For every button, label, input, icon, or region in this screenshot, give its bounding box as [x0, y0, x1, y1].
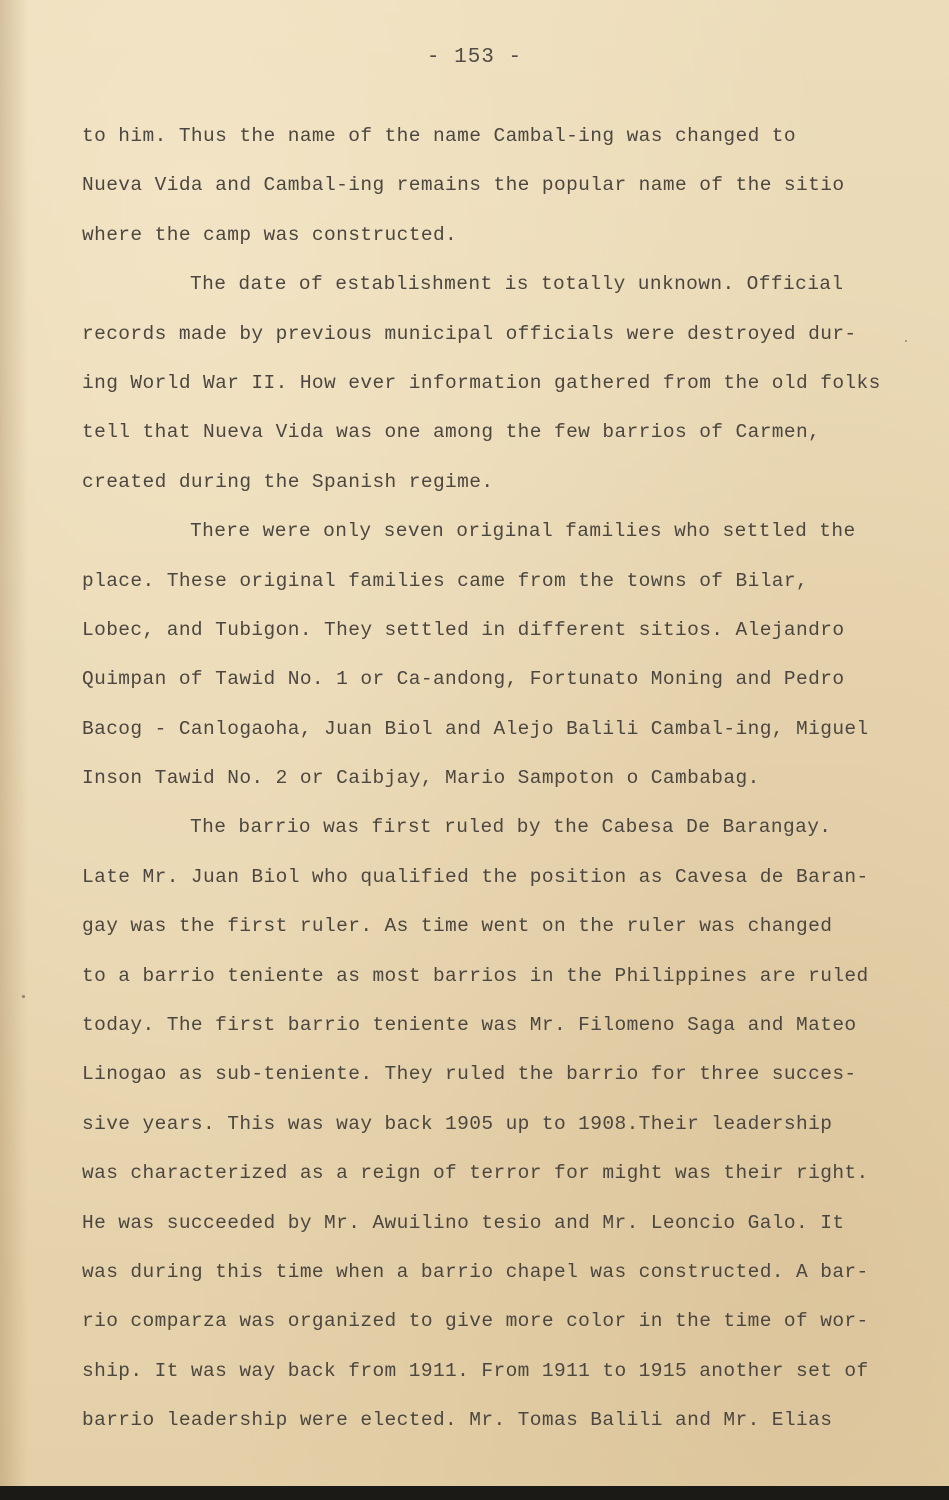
- paragraph-1: [82, 112, 912, 260]
- text-line: The date of establishment is totally unknown. Official: [190, 273, 844, 296]
- paragraph-3: [82, 507, 912, 803]
- text-line: where the camp was constructed.: [82, 223, 458, 246]
- text-line: to him. Thus the name of the name Cambal-ing was changed to: [82, 125, 797, 147]
- text-line: to a barrio teniente as most barrios in the Philippines are ruled: [82, 964, 869, 987]
- text-line: The barrio was first ruled by the Cabesa De Barangay.: [190, 816, 832, 839]
- text-line: rio comparza was organized to give more color in the time of wor-: [82, 1310, 869, 1333]
- text-line: barrio leadership were elected. Mr. Tomas Balili and Mr. Elias: [82, 1409, 833, 1432]
- text-line: created during the Spanish regime.: [82, 470, 494, 493]
- text-line: records made by previous municipal officials were destroyed dur-: [82, 322, 857, 345]
- text-line: tell that Nueva Vida was one among the few barrios of Carmen,: [82, 421, 821, 444]
- text-line: Lobec, and Tubigon. They settled in different sitios. Alejandro: [82, 618, 845, 641]
- text-line: Linogao as sub-teniente. They ruled the barrio for three succes-: [82, 1063, 857, 1086]
- text-line: He was succeeded by Mr. Awuilino tesio and Mr. Leoncio Galo. It: [82, 1211, 845, 1234]
- text-line: ship. It was way back from 1911. From 1911 to 1915 another set of: [82, 1359, 869, 1382]
- text-line: Bacog - Canlogaoha, Juan Biol and Alejo Balili Cambal-ing, Miguel: [82, 717, 869, 740]
- page-number: - 153 -: [426, 46, 523, 69]
- text-line: was during this time when a barrio chapel was constructed. A bar-: [82, 1260, 869, 1283]
- text-line: gay was the first ruler. As time went on the ruler was changed: [82, 915, 833, 938]
- paper-speck: [22, 995, 25, 998]
- text-line: ing World War II. How ever information gathered from the old folks: [82, 371, 881, 394]
- text-line: Inson Tawid No. 2 or Caibjay, Mario Sampoton o Cambabag.: [82, 767, 760, 790]
- text-line: Nueva Vida and Cambal-ing remains the popular name of the sitio: [82, 174, 845, 197]
- text-line: sive years. This was way back 1905 up to 1908.Their leadership: [82, 1112, 833, 1135]
- paper-speck: [905, 340, 907, 342]
- text-line: today. The first barrio teniente was Mr. Filomeno Saga and Mateo: [82, 1014, 857, 1037]
- body-text: [82, 112, 912, 1446]
- text-line: was characterized as a reign of terror for might was their right.: [82, 1162, 869, 1185]
- paragraph-4: [82, 803, 912, 1445]
- text-line: Quimpan of Tawid No. 1 or Ca-andong, Fortunato Moning and Pedro: [82, 668, 845, 691]
- text-line: Late Mr. Juan Biol who qualified the position as Cavesa de Baran-: [82, 865, 869, 888]
- page-edge-shadow: [0, 0, 28, 1500]
- text-line: place. These original families came from the towns of Bilar,: [82, 569, 809, 592]
- text-line: There were only seven original families who settled the: [190, 520, 856, 543]
- page-bottom-edge: [0, 1486, 949, 1500]
- paragraph-2: [82, 260, 912, 507]
